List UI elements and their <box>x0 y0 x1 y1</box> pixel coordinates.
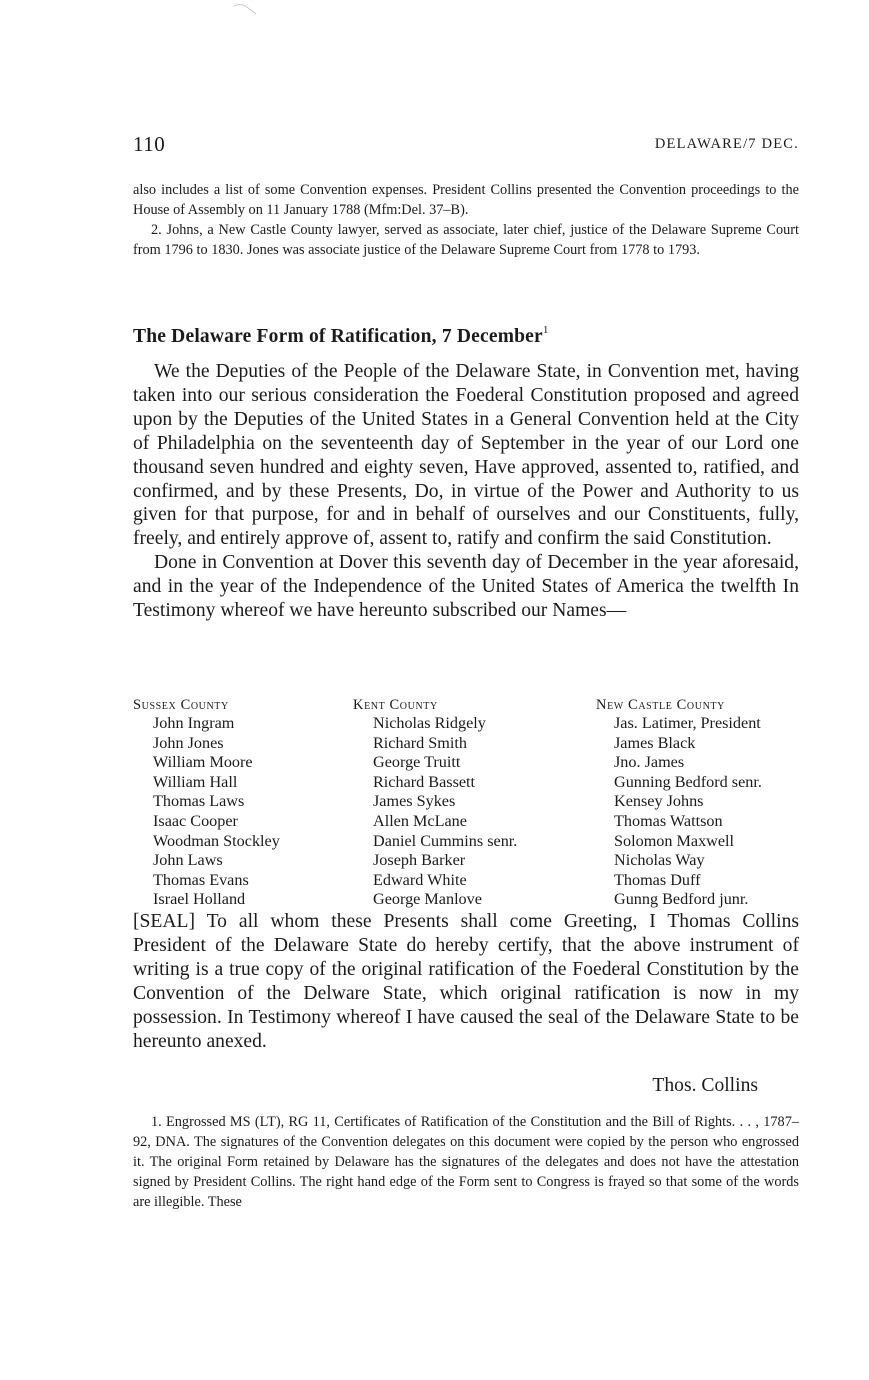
section-title <box>133 326 799 348</box>
delegate-name: Thomas Laws <box>153 792 245 811</box>
county-heading: New Castle County <box>596 697 725 713</box>
delegate-name: Jas. Latimer, President <box>614 714 761 732</box>
page-header <box>133 132 799 158</box>
note-continuation: also includes a list of some Convention expenses. President Collins presented the Convention proceedings to the House of Assembly on 11 January 1788 (Mfm:Del. 37–B). <box>133 182 799 218</box>
delegate-name: Richard Bassett <box>373 772 476 791</box>
delegate-name: Joseph Barker <box>373 851 466 870</box>
delegate-name: Woodman Stockley <box>153 831 280 850</box>
attestation-text <box>133 910 799 1053</box>
delegate-name: Kensey Johns <box>614 792 704 811</box>
delegate-name: Allen McLane <box>373 811 467 830</box>
footnote-1: 1. Engrossed MS (LT), RG 11, Certificates of Ratification of the Constitution and the Bill of Rights. . . , 1787–92, DNA. The signatures of the Convention delegates on this document were copied by the person who engrossed it. The original Form retained by Delaware has the signatures of the delegates and does not have the attestation signed by President Collins. The right hand edge of the Form sent to Congress is frayed so that some of the words are illegible. These <box>133 1114 799 1210</box>
ratification-paragraph: We the Deputies of the People of the Delaware State, in Convention met, having taken into our serious consideration the Foederal Constitution proposed and agreed upon by the Deputies of the United States in a General Convention held at the City of Philadelphia on the seventeenth day of September in the year of our Lord one thousand seven hundred and eighty seven, Have approved, assented to, ratified, and confirmed, and by these Presents, Do, in virtue of the Power and Authority to us given for that purpose, for and in behalf of ourselves and our Constituents, fully, freely, and entirely approve of, assent to, ratify and confirm the said Constitution. <box>133 361 799 550</box>
running-head: DELAWARE/7 DEC. <box>654 136 799 152</box>
delegate-name: John Laws <box>153 851 223 870</box>
top-notes <box>133 180 799 260</box>
delegate-name: James Black <box>614 733 696 752</box>
footnotes <box>133 1112 799 1212</box>
delegate-name: Gunning Bedford senr. <box>614 772 762 791</box>
delegate-name: Isaac Cooper <box>153 811 238 830</box>
signer-name: Thos. Collins <box>652 1075 758 1096</box>
county-heading: Kent County <box>353 697 438 713</box>
delegate-name: Thomas Evans <box>153 870 249 889</box>
scan-artifact-mark <box>232 2 258 16</box>
county-heading: Sussex County <box>133 697 229 713</box>
delegate-name: George Truitt <box>373 753 461 772</box>
delegate-name: Nicholas Way <box>614 851 705 870</box>
delegate-name: William Moore <box>153 753 253 772</box>
delegate-name: George Manlove <box>373 890 482 909</box>
delegate-name: Edward White <box>373 870 467 889</box>
delegate-name: John Ingram <box>153 714 235 732</box>
new-castle-county-column <box>596 696 762 910</box>
seal-paragraph: [SEAL] To all whom these Presents shall come Greeting, I Thomas Collins President of the Delaware State do hereby certify, that the above instrument of writing is a true copy of the original ratification of the Foederal Constitution by the Convention of the Delware State, which original ratification is now in my possession. In Testimony whereof I have caused the seal of the Delaware State to be hereunto anexed. <box>133 911 799 1052</box>
delegate-name: Gunng Bedford junr. <box>614 890 749 909</box>
delegate-name: Jno. James <box>614 753 685 772</box>
signatures-table <box>133 696 799 910</box>
convention-paragraph: Done in Convention at Dover this seventh day of December in the year aforesaid, and in the year of the Independence of the United States of America the twelfth In Testimony whereof we have hereunto subscribed our Names— <box>133 552 799 622</box>
delegate-name: Thomas Wattson <box>614 811 723 830</box>
delegate-name: William Hall <box>153 772 238 791</box>
delegate-name: Israel Holland <box>153 890 246 909</box>
delegate-name: James Sykes <box>373 792 456 811</box>
delegate-name: Thomas Duff <box>614 870 701 889</box>
note-2: 2. Johns, a New Castle County lawyer, served as associate, later chief, justice of the Delaware Supreme Court from 1796 to 1830. Jones was associate justice of the Delaware Supreme Court from 1778 to 1793. <box>133 222 799 258</box>
delegate-name: Solomon Maxwell <box>614 831 735 850</box>
delegate-name: Nicholas Ridgely <box>373 714 486 732</box>
page-number: 110 <box>133 132 166 156</box>
delegate-name: John Jones <box>153 733 224 752</box>
section-footnote-marker: 1 <box>542 324 549 336</box>
delegate-name: Richard Smith <box>373 733 467 752</box>
kent-county-column <box>353 696 517 910</box>
ratification-text <box>133 360 799 623</box>
section-title-text: The Delaware Form of Ratification, 7 December <box>133 326 543 347</box>
sussex-county-column <box>133 696 280 910</box>
delegate-name: Daniel Cummins senr. <box>373 831 518 850</box>
